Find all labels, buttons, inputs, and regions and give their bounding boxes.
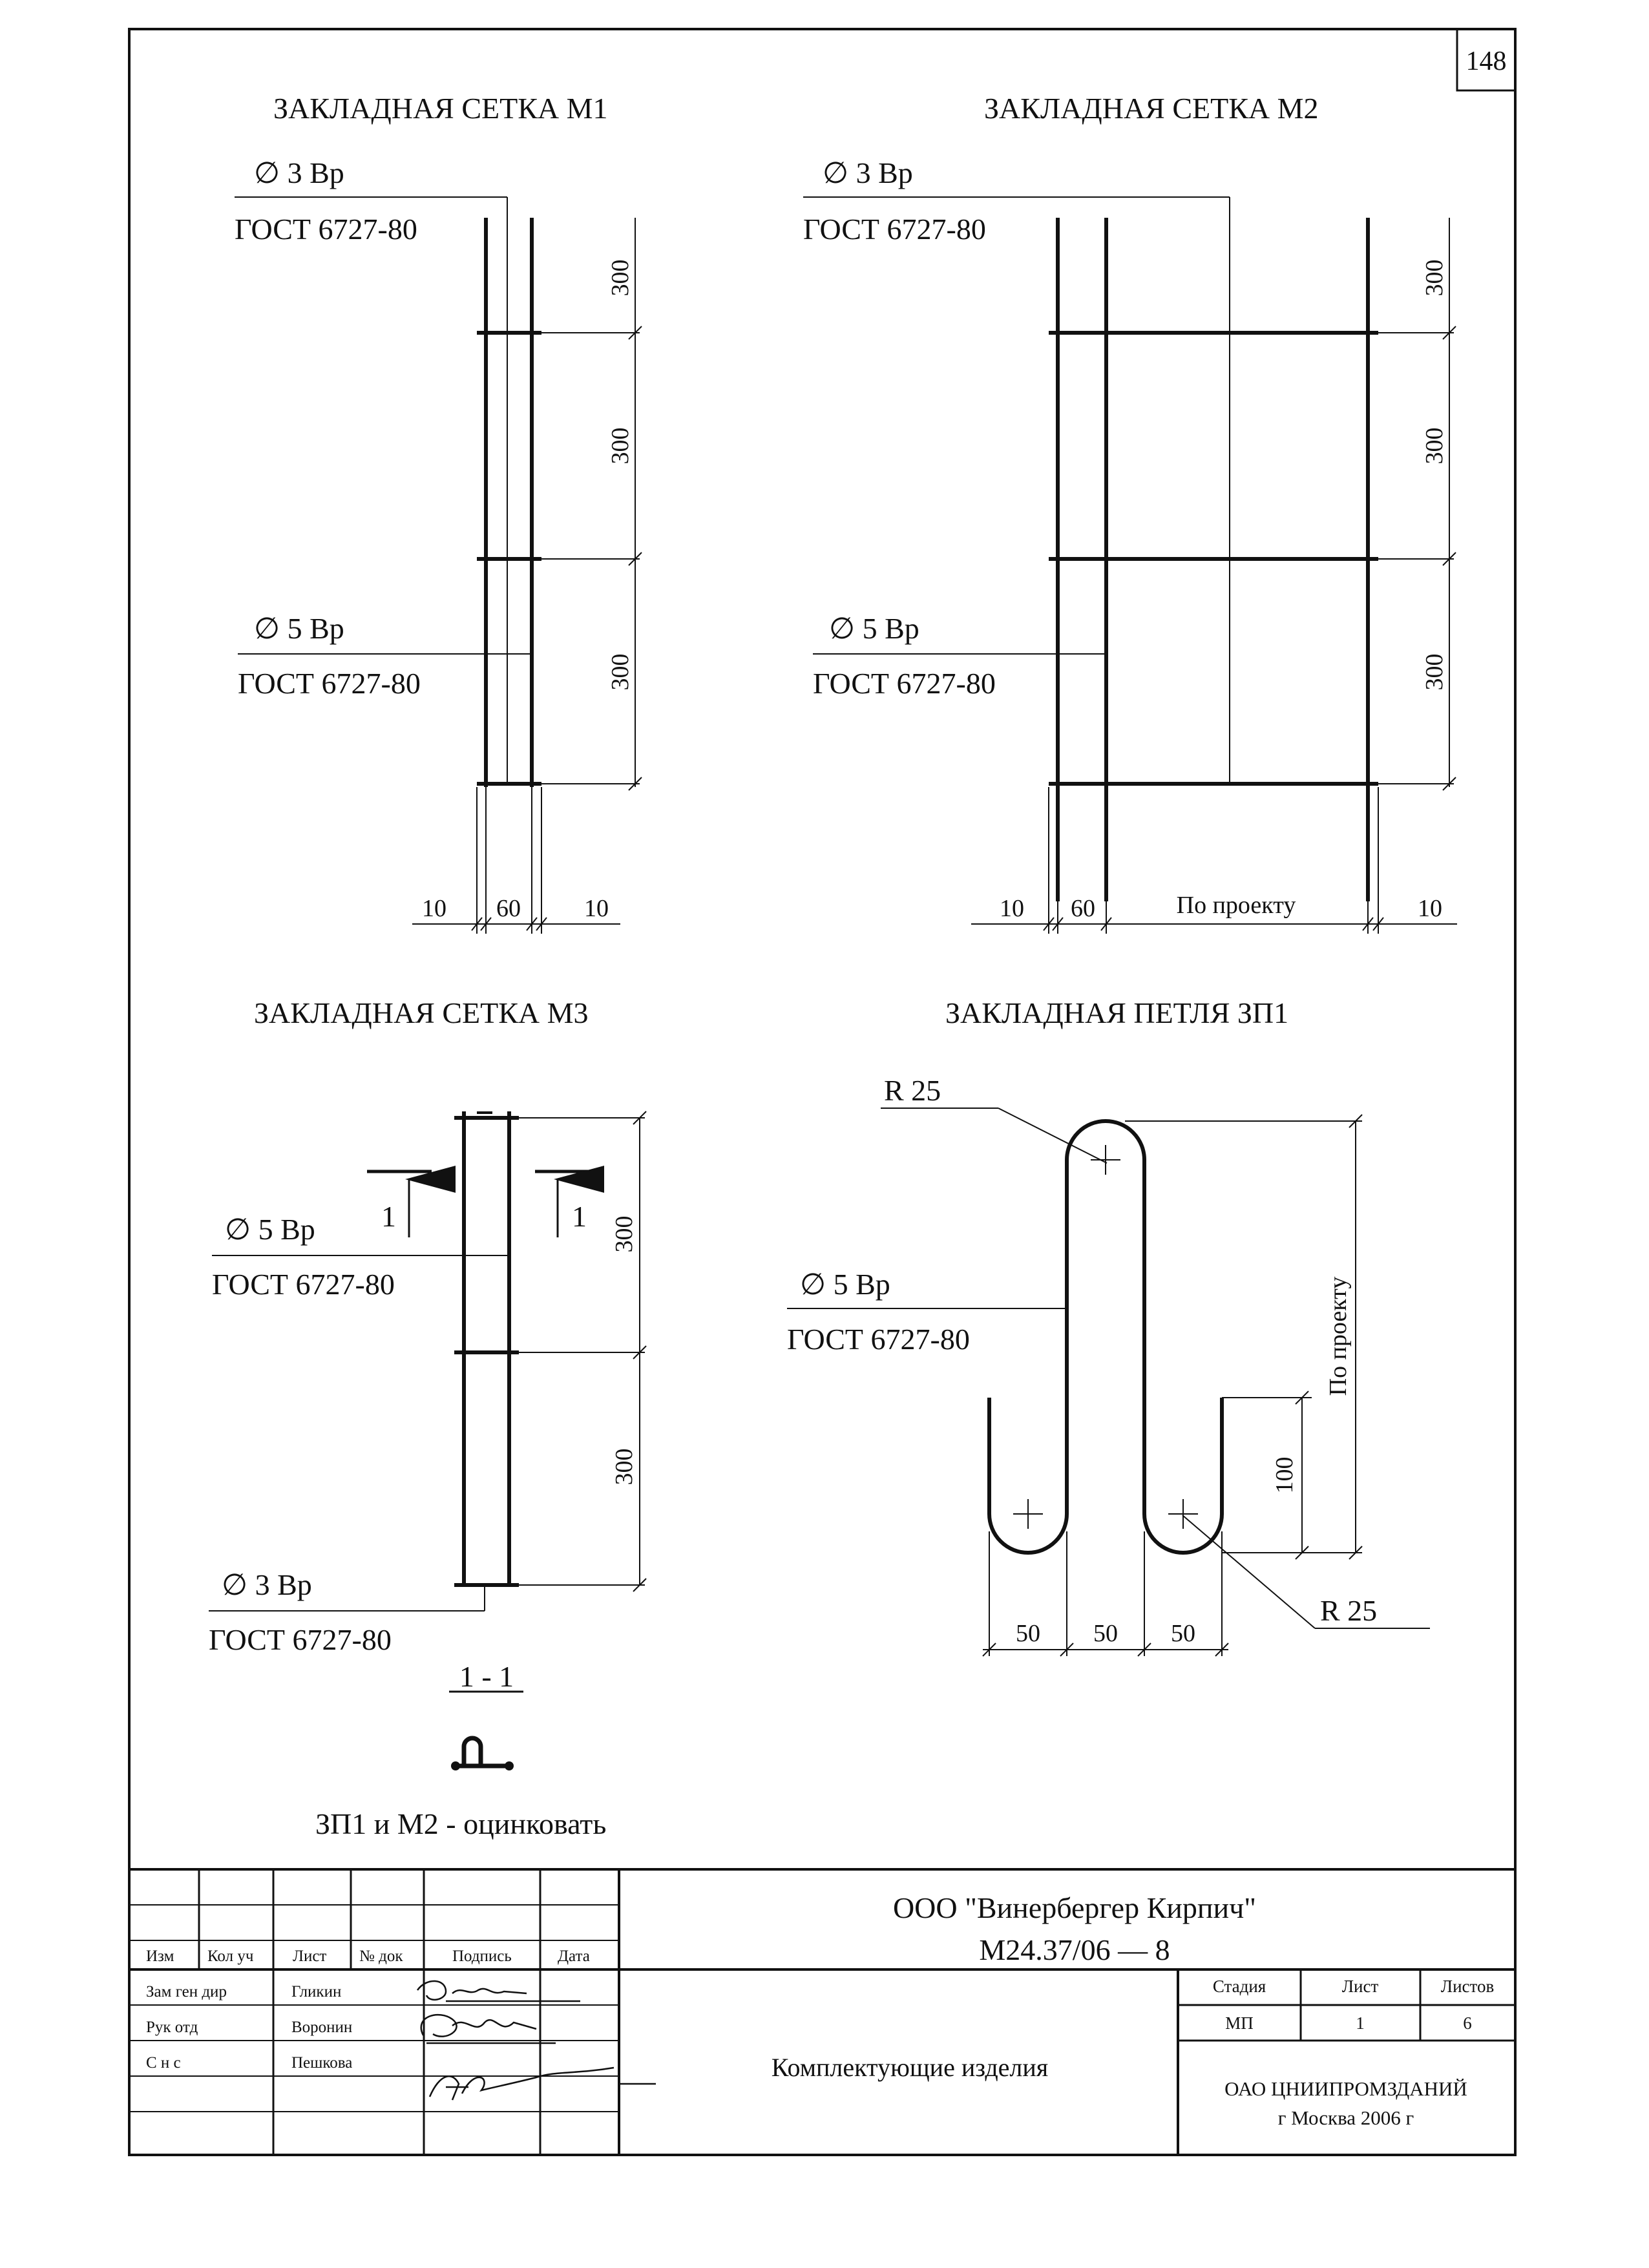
- m2-top-rebar-gost: ГОСТ 6727-80: [803, 213, 986, 246]
- m3-section-title: 1 - 1: [459, 1660, 514, 1693]
- tb-name-1: Гликин: [291, 1983, 342, 2000]
- tb-header-izm: Изм: [146, 1948, 174, 1965]
- m1-top-rebar-gost: ГОСТ 6727-80: [235, 213, 417, 246]
- m3-section-mark-left: 1: [381, 1200, 396, 1233]
- m2-main-rebar-gost: ГОСТ 6727-80: [813, 667, 996, 700]
- m1-dim-edge-right: 10: [584, 895, 609, 922]
- tb-stage: МП: [1225, 2013, 1254, 2033]
- zp1-dim-w3: 50: [1171, 1620, 1195, 1647]
- m2-dim-edge-left: 10: [1000, 895, 1024, 922]
- zp1-loop-shape: [989, 1121, 1222, 1553]
- m3-dim-spacing-2: 300: [611, 1448, 638, 1486]
- signature-3: [430, 2068, 656, 2100]
- tb-sheet: 1: [1356, 2013, 1365, 2033]
- tb-header-ndoc: № док: [359, 1948, 403, 1965]
- m1-main-rebar-dia: ∅ 5 Вр: [254, 612, 344, 645]
- m3-section-mark-right: 1: [572, 1200, 587, 1233]
- zp1-dim-w1: 50: [1016, 1620, 1040, 1647]
- tb-role-2: Рук отд: [146, 2019, 198, 2036]
- tb-header-data: Дата: [558, 1948, 590, 1965]
- m2-top-rebar-dia: ∅ 3 Вр: [823, 156, 913, 189]
- m1-main-rebar-gost: ГОСТ 6727-80: [238, 667, 421, 700]
- m2-dim-edge-right: 10: [1418, 895, 1442, 922]
- m3-main-rebar-gost: ГОСТ 6727-80: [212, 1268, 395, 1301]
- m3-dim-spacing-1: 300: [611, 1215, 638, 1253]
- m1-title: ЗАКЛАДНАЯ СЕТКА М1: [273, 92, 608, 125]
- mesh-m1: [235, 92, 642, 934]
- m2-dim-spacing-1: 300: [1421, 259, 1448, 297]
- m2-title: ЗАКЛАДНАЯ СЕТКА М2: [984, 92, 1319, 125]
- mesh-m2: [803, 92, 1457, 934]
- tb-stage-label: Стадия: [1212, 1977, 1266, 1996]
- m2-dim-span: По проекту: [1176, 892, 1296, 919]
- signature-1: [417, 1981, 580, 2001]
- title-block-text: [146, 1891, 1494, 2129]
- tb-sheet-title: Комплектующие изделия: [771, 2053, 1049, 2082]
- tb-name-3: Пешкова: [291, 2054, 353, 2072]
- tb-role-3: С н с: [146, 2054, 181, 2072]
- m1-dim-edge-left: 10: [422, 895, 446, 922]
- tb-header-list: Лист: [293, 1948, 327, 1965]
- m3-title: ЗАКЛАДНАЯ СЕТКА М3: [254, 996, 589, 1029]
- tb-sheet-label: Лист: [1341, 1977, 1379, 1996]
- m3-main-rebar-dia: ∅ 5 Вр: [225, 1213, 315, 1246]
- zp1-rebar-gost: ГОСТ 6727-80: [787, 1323, 970, 1356]
- page-number: 148: [1465, 47, 1507, 76]
- zp1-title: ЗАКЛАДНАЯ ПЕТЛЯ ЗП1: [945, 996, 1289, 1029]
- m1-dim-spacing-1: 300: [607, 259, 634, 297]
- zp1-dim-leg: 100: [1271, 1456, 1298, 1494]
- m3-bottom-rebar-gost: ГОСТ 6727-80: [209, 1623, 392, 1656]
- tb-city: г Москва 2006 г: [1277, 2106, 1414, 2129]
- m3-bottom-rebar-dia: ∅ 3 Вр: [222, 1568, 312, 1601]
- m2-dim-width: 60: [1071, 895, 1095, 922]
- tb-role-1: Зам ген дир: [146, 1983, 227, 2000]
- tb-header-podpis: Подпись: [452, 1948, 512, 1965]
- tb-sheets: 6: [1463, 2013, 1472, 2033]
- m2-dim-spacing-2: 300: [1421, 427, 1448, 465]
- galvanize-note: ЗП1 и М2 - оцинковать: [315, 1807, 607, 1840]
- loop-zp1: [787, 996, 1430, 1656]
- m1-dim-spacing-3: 300: [607, 653, 634, 691]
- tb-name-2: Воронин: [291, 2019, 353, 2036]
- mesh-m3: [209, 996, 646, 1770]
- tb-doc-code: М24.37/06 — 8: [979, 1933, 1170, 1966]
- tb-sheets-label: Листов: [1440, 1977, 1495, 1996]
- m1-dim-width: 60: [496, 895, 521, 922]
- zp1-rebar-dia: ∅ 5 Вр: [800, 1268, 890, 1301]
- zp1-radius-bottom: R 25: [1320, 1594, 1378, 1627]
- m2-dim-spacing-3: 300: [1421, 653, 1448, 691]
- zp1-dim-w2: 50: [1093, 1620, 1118, 1647]
- zp1-dim-height: По проекту: [1325, 1276, 1352, 1396]
- m1-dim-spacing-2: 300: [607, 427, 634, 465]
- tb-company: ООО "Винербергер Кирпич": [892, 1891, 1257, 1924]
- tb-header-kol: Кол уч: [207, 1948, 254, 1965]
- tb-org: ОАО ЦНИИПРОМЗДАНИЙ: [1224, 2077, 1467, 2100]
- m1-top-rebar-dia: ∅ 3 Вр: [254, 156, 344, 189]
- m2-main-rebar-dia: ∅ 5 Вр: [829, 612, 919, 645]
- signature-2: [421, 2015, 556, 2043]
- zp1-radius-top: R 25: [884, 1074, 941, 1107]
